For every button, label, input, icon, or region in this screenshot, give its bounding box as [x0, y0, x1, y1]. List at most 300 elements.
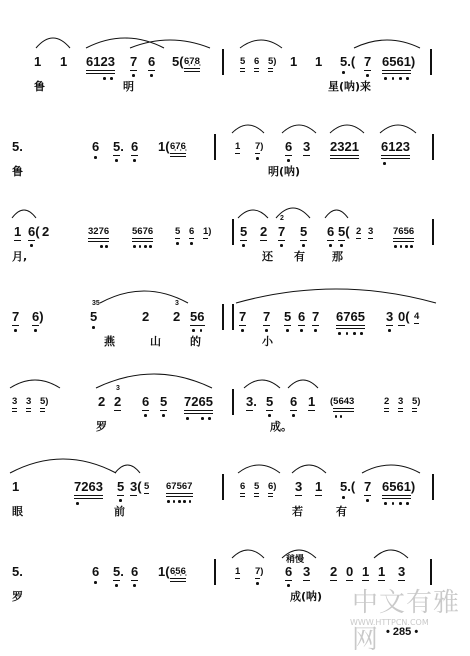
score-row	[0, 535, 470, 625]
beam-line	[298, 325, 305, 326]
note: 1	[14, 224, 22, 239]
lyric: 成(呐)	[290, 590, 323, 603]
slur-arc	[12, 210, 36, 218]
beam-line	[263, 325, 270, 326]
lyric: 鲁	[34, 80, 45, 93]
beam-line	[327, 240, 334, 241]
octave-dot	[133, 245, 136, 248]
beam-line	[240, 71, 245, 72]
octave-dot	[346, 332, 349, 335]
beam-line	[336, 325, 365, 326]
watermark: 中文有雅网	[352, 588, 461, 655]
beam-line	[384, 408, 389, 409]
beam-line	[312, 325, 319, 326]
note: 2	[260, 224, 268, 239]
beam-line	[381, 158, 410, 159]
lyric: 明(呐)	[268, 165, 301, 178]
beam-line	[266, 410, 273, 411]
lyric: 还	[262, 250, 273, 263]
note: 6	[142, 394, 150, 409]
beam-line	[412, 408, 417, 409]
bar-line	[430, 49, 432, 75]
note: 6	[285, 564, 293, 579]
note: 56	[190, 309, 205, 324]
note: 5)	[268, 56, 277, 67]
octave-dot	[115, 584, 118, 587]
beam-line	[338, 240, 345, 241]
octave-dot	[200, 329, 203, 332]
slur-arc	[10, 380, 60, 388]
note: 6	[189, 226, 195, 237]
beam-line	[346, 580, 353, 581]
lyric: 的	[190, 335, 201, 348]
note: 6̣5̣6̣	[170, 566, 186, 577]
beam-line	[368, 238, 373, 239]
note: 5(	[338, 224, 350, 239]
beam-line	[382, 498, 411, 499]
note: 7	[278, 224, 286, 239]
beam-line	[336, 328, 365, 329]
octave-dot	[329, 244, 332, 247]
beam-line	[184, 71, 200, 72]
slur-arc	[232, 550, 264, 558]
octave-dot	[287, 584, 290, 587]
slur-arc	[238, 210, 268, 218]
score-row	[0, 195, 470, 285]
octave-dot	[302, 244, 305, 247]
beam-line	[32, 325, 39, 326]
slur-arc	[282, 125, 316, 133]
beam-line	[285, 580, 292, 581]
octave-dot	[190, 242, 193, 245]
slur-arc	[288, 380, 318, 388]
octave-dot	[103, 77, 106, 80]
beam-line	[398, 408, 403, 409]
beam-line	[88, 238, 109, 239]
octave-dot	[208, 417, 211, 420]
slur-arc	[380, 125, 416, 133]
note: 5	[175, 226, 181, 237]
note: 3276	[88, 226, 110, 237]
note: 3	[295, 479, 303, 494]
beam-line	[132, 241, 153, 242]
beam-line	[88, 241, 109, 242]
beam-line	[184, 68, 200, 69]
beam-line	[278, 240, 285, 241]
note: 5.	[12, 139, 23, 154]
beam-line	[290, 410, 297, 411]
beam-line	[74, 495, 103, 496]
note: 1	[12, 479, 20, 494]
octave-dot	[399, 502, 402, 505]
note: 67567	[166, 481, 193, 492]
note: 5	[90, 309, 98, 324]
beam-line	[166, 493, 193, 494]
grace-note: 35	[92, 300, 100, 307]
note: 7	[364, 479, 372, 494]
slur-arc	[36, 38, 70, 48]
beam-line	[384, 411, 389, 412]
note: 5	[300, 224, 308, 239]
lyric: 明	[123, 80, 134, 93]
octave-dot	[150, 74, 153, 77]
beam-line	[74, 498, 103, 499]
beam-line	[114, 410, 121, 411]
lyric: 鲁	[12, 165, 23, 178]
note: 5.	[113, 139, 124, 154]
note: 6	[92, 564, 100, 579]
octave-dot	[406, 502, 409, 505]
note: 5	[266, 394, 274, 409]
note: 6	[92, 139, 100, 154]
note: 6	[298, 309, 306, 324]
beam-line	[254, 496, 259, 497]
beam-line	[14, 240, 21, 241]
note: 6	[285, 139, 293, 154]
lyric: 罗	[96, 420, 107, 433]
lyric: 若	[292, 505, 303, 518]
beam-line	[378, 580, 385, 581]
slur-arc	[354, 40, 420, 48]
beam-line	[86, 70, 115, 71]
octave-dot	[280, 244, 283, 247]
beam-line	[189, 238, 194, 239]
beam-line	[184, 410, 213, 411]
note: 1	[362, 564, 370, 579]
octave-dot	[384, 502, 387, 505]
note: 6123	[86, 54, 115, 69]
note: 7263	[74, 479, 103, 494]
note: 2	[142, 309, 150, 324]
octave-dot	[173, 500, 176, 503]
octave-dot	[383, 162, 386, 165]
beam-line	[240, 68, 245, 69]
note: 3.	[246, 394, 257, 409]
note: 6̣7̣8̣	[184, 56, 200, 67]
note: 2	[384, 396, 390, 407]
note: 5676	[132, 226, 154, 237]
octave-dot	[406, 77, 409, 80]
note: 1	[60, 54, 68, 69]
beam-line	[12, 411, 17, 412]
beam-line	[246, 410, 253, 411]
note: 5(	[172, 54, 184, 69]
beam-line	[362, 580, 369, 581]
grace-note: 3	[116, 385, 120, 392]
note: 6	[131, 139, 139, 154]
lyric: 月,	[12, 250, 28, 263]
note: 5	[254, 481, 260, 492]
slur-layer	[0, 195, 470, 285]
note: 7)	[255, 566, 264, 577]
note: 1)	[203, 226, 212, 237]
beam-line	[132, 238, 153, 239]
note: 1	[315, 54, 323, 69]
slur-arc	[330, 125, 364, 133]
beam-line	[268, 71, 273, 72]
beam-line	[190, 325, 205, 326]
note: 2	[330, 564, 338, 579]
note: 3	[368, 226, 374, 237]
octave-dot	[119, 499, 122, 502]
octave-dot	[300, 329, 303, 332]
bar-line	[232, 219, 234, 245]
beam-line	[386, 325, 393, 326]
beam-line	[131, 580, 138, 581]
lyric: 有	[294, 250, 305, 263]
octave-dot	[92, 326, 95, 329]
note: 6)	[32, 309, 44, 324]
note: 6561)	[382, 479, 416, 494]
note: 7	[263, 309, 271, 324]
beam-line	[117, 495, 124, 496]
beam-line	[113, 155, 120, 156]
note: 6	[327, 224, 335, 239]
octave-dot	[388, 329, 391, 332]
beam-line	[356, 238, 361, 239]
beam-line	[268, 493, 273, 494]
slur-arc	[240, 40, 282, 48]
note: 5)	[412, 396, 421, 407]
octave-dot	[392, 77, 395, 80]
beam-line	[175, 238, 180, 239]
beam-line	[255, 153, 260, 154]
note: 5.(	[340, 479, 356, 494]
beam-line	[254, 68, 259, 69]
slur-arc	[292, 465, 326, 473]
octave-dot	[241, 329, 244, 332]
bar-line	[432, 474, 434, 500]
note: 5.(	[340, 54, 356, 69]
bar-line	[432, 219, 434, 245]
note: 3	[303, 139, 311, 154]
slur-arc	[325, 210, 348, 218]
octave-dot	[192, 329, 195, 332]
lyric: 前	[114, 505, 125, 518]
beam-line	[284, 325, 291, 326]
lyric: 眼	[12, 505, 23, 518]
bar-line	[430, 559, 432, 585]
note: 6	[290, 394, 298, 409]
note: 6	[148, 54, 156, 69]
note: 6123	[381, 139, 410, 154]
note: 7	[12, 309, 20, 324]
beam-line	[12, 325, 19, 326]
beam-line	[12, 408, 17, 409]
note: 1	[315, 479, 323, 494]
beam-line	[308, 410, 315, 411]
octave-dot	[338, 332, 341, 335]
score-row	[0, 365, 470, 455]
beam-line	[398, 325, 405, 326]
octave-dot	[149, 245, 152, 248]
octave-dot	[100, 245, 103, 248]
octave-dot	[183, 500, 186, 503]
note: 1	[290, 54, 298, 69]
octave-dot	[399, 77, 402, 80]
bar-line	[432, 134, 434, 160]
beam-line	[170, 156, 186, 157]
octave-dot	[94, 156, 97, 159]
lyric: 山	[150, 335, 161, 348]
beam-line	[142, 410, 149, 411]
octave-dot	[366, 499, 369, 502]
note: 3	[12, 396, 18, 407]
beam-line	[333, 408, 354, 409]
beam-line	[130, 70, 137, 71]
bar-line	[222, 474, 224, 500]
beam-line	[240, 240, 247, 241]
beam-line	[255, 578, 260, 579]
beam-line	[268, 68, 273, 69]
note: 1(	[158, 139, 170, 154]
octave-dot	[105, 245, 108, 248]
octave-dot	[394, 245, 397, 248]
note: 3	[398, 396, 404, 407]
grace-note: 3	[175, 300, 179, 307]
beam-line	[295, 495, 302, 496]
lyric: 星(呐)来	[328, 80, 372, 93]
note: 1(	[158, 564, 170, 579]
note: 5	[240, 224, 248, 239]
beam-line	[40, 411, 45, 412]
lyric: 有	[336, 505, 347, 518]
octave-dot	[186, 417, 189, 420]
octave-dot	[410, 245, 413, 248]
octave-dot	[30, 244, 33, 247]
note: 3	[398, 564, 406, 579]
beam-line	[170, 581, 186, 582]
beam-line	[330, 155, 359, 156]
octave-dot	[256, 157, 259, 160]
note: 5	[144, 481, 150, 492]
slur-arc	[282, 550, 316, 558]
octave-dot	[287, 159, 290, 162]
octave-dot	[256, 582, 259, 585]
note: 7	[364, 54, 372, 69]
bar-line	[232, 389, 234, 415]
beam-line	[303, 155, 310, 156]
note: 7)	[255, 141, 264, 152]
octave-dot	[400, 245, 403, 248]
octave-dot	[14, 329, 17, 332]
beam-line	[303, 580, 310, 581]
lyric: 那	[332, 250, 343, 263]
note: 2	[173, 309, 181, 324]
beam-line	[412, 411, 417, 412]
score-row	[0, 280, 470, 370]
beam-line	[40, 408, 45, 409]
note: 1	[378, 564, 386, 579]
note: 2321	[330, 139, 359, 154]
note: 5	[117, 479, 125, 494]
octave-dot	[133, 159, 136, 162]
slur-arc	[362, 465, 420, 473]
beam-line	[398, 411, 403, 412]
octave-dot	[110, 77, 113, 80]
octave-dot	[167, 500, 170, 503]
grace-note: 2	[280, 215, 284, 222]
note: 6765	[336, 309, 365, 324]
beam-line	[240, 493, 245, 494]
beam-line	[254, 493, 259, 494]
octave-dot	[162, 414, 165, 417]
slur-arc	[238, 465, 280, 473]
lyric: 小	[262, 335, 273, 348]
beam-line	[203, 238, 208, 239]
octave-dot	[265, 329, 268, 332]
octave-dot	[340, 244, 343, 247]
note: 5	[160, 394, 168, 409]
note: 7	[312, 309, 320, 324]
beam-line	[131, 155, 138, 156]
note: 6(	[28, 224, 40, 239]
note: 5	[240, 56, 246, 67]
octave-dot	[292, 414, 295, 417]
note: 2	[98, 394, 106, 409]
beam-line	[268, 496, 273, 497]
note: 7	[130, 54, 138, 69]
note: 0(	[398, 309, 410, 324]
note: 6	[240, 481, 246, 492]
note: 6561)	[382, 54, 416, 69]
note: 1	[308, 394, 316, 409]
note: 7656	[393, 226, 415, 237]
score-row	[0, 25, 470, 115]
beam-line	[239, 325, 246, 326]
beam-line	[235, 153, 240, 154]
note: 5	[284, 309, 292, 324]
bar-line	[214, 559, 216, 585]
slur-arc	[115, 465, 140, 473]
octave-dot	[176, 242, 179, 245]
note: 1	[34, 54, 42, 69]
beam-line	[235, 578, 240, 579]
note: 3	[26, 396, 32, 407]
octave-dot	[139, 245, 142, 248]
note: 6̣7̣6̣	[170, 141, 186, 152]
note: 6	[131, 564, 139, 579]
beam-line	[28, 240, 35, 241]
beam-line	[160, 410, 167, 411]
note: 4	[414, 311, 420, 322]
beam-line	[144, 493, 149, 494]
slur-arc	[236, 289, 436, 303]
bar-line	[222, 304, 224, 330]
note: 2	[114, 394, 122, 409]
slur-arc	[130, 40, 210, 48]
note: 3	[303, 564, 311, 579]
note: 6	[254, 56, 260, 67]
note: 1	[235, 141, 241, 152]
octave-dot	[144, 245, 147, 248]
octave-dot	[353, 332, 356, 335]
octave-dot	[314, 329, 317, 332]
beam-line	[393, 238, 414, 239]
beam-line	[170, 153, 186, 154]
beam-line	[398, 580, 405, 581]
octave-dot	[242, 244, 245, 247]
octave-dot	[94, 581, 97, 584]
tempo-mark: 稍慢	[286, 555, 305, 565]
score-row	[0, 450, 470, 540]
note: 1	[235, 566, 241, 577]
note: 5)	[40, 396, 49, 407]
beam-line	[130, 495, 137, 496]
beam-line	[285, 155, 292, 156]
octave-dot	[392, 502, 395, 505]
beam-line	[170, 578, 186, 579]
